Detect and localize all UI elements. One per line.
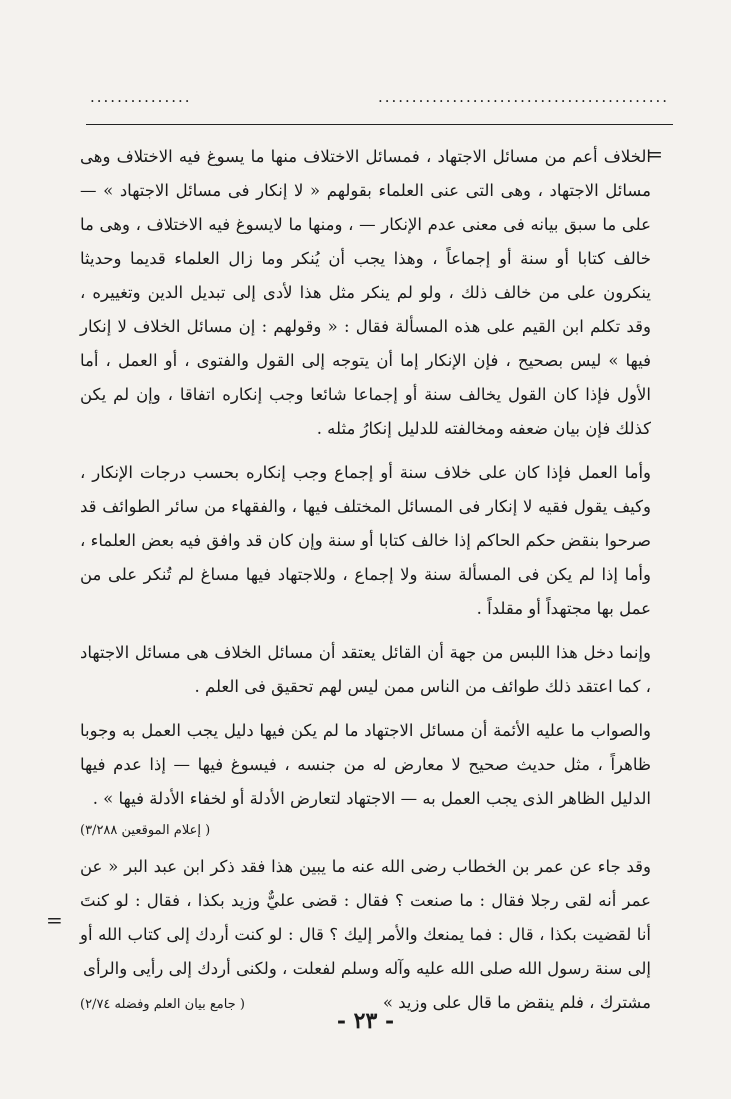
paragraph-4: والصواب ما عليه الأئمة أن مسائل الاجتهاد ما لم يكن فيها دليل يجب العمل به وجوبا ظاهراً ، مثل حديث صحيح لا معارض له من جنسه ، فيسوغ فيها — إذا عدم فيها الدليل الظاهر الذى يجب العمل به — الاجتهاد لتعارض الأدلة أو لخفاء الأدلة فيها » .: [80, 721, 651, 808]
paragraph-3: وإنما دخل هذا اللبس من جهة أن القائل يعتقد أن مسائل الخلاف هى مسائل الاجتهاد ، كما اعتقد ذلك طوائف من الناس ممن ليس لهم تحقيق فى العلم .: [80, 643, 651, 696]
continuation-mark-bottom: =: [46, 908, 63, 932]
body-text: [80, 140, 651, 1022]
paragraph-5-end: مشترك ، فلم ينقض ما قال على وزيد »: [382, 993, 651, 1012]
citation-ilam-al-muwaqqiin: ( إعلام الموقعين ٣/٢٨٨): [80, 823, 211, 838]
paragraph-1: الخلاف أعم من مسائل الاجتهاد ، فمسائل الاختلاف منها ما يسوغ فيه الاختلاف وهى مسائل الاجتهاد ، وهى التى عنى العلماء بقولهم « لا إنكار فى مسائل الاجتهاد » — على ما سبق بيانه فى معنى عدم الإنكار — ، ومنها ما لايسوغ فيه الاختلاف ، وهى ما خالف كتابا أو سنة أو إجماعاً ، وهذا يجب أن يُنكر وما زال العلماء قديما وحديثا ينكرون على من خالف ذلك ، ولو لم ينكر مثل هذا لأدى إلى تبديل الدين وتغييره ، وقد تكلم ابن القيم على هذه المسألة فقال : « وقولهم : إن مسائل الخلاف لا إنكار فيها » ليس بصحيح ، فإن الإنكار إما أن يتوجه إلى القول والفتوى ، أو العمل ، أما الأول فإذا كان القول يخالف سنة أو إجماعا شائعا وجب إنكاره اتفاقا ، وإن لم يكن كذلك فإن بيان ضعفه ومخالفته للدليل إنكارُ مثله .: [80, 147, 651, 438]
citation-jami-bayan-al-ilm: ( جامع بيان العلم وفضله ٢/٧٤): [80, 997, 245, 1012]
paragraph-5: وقد جاء عن عمر بن الخطاب رضى الله عنه ما يبين هذا فقد ذكر ابن عبد البر « عن عمر أنه لقى رجلا فقال : ما صنعت ؟ فقال : قضى عليٌّ وزيد بكذا ، فقال : لو كنتَ أنا لقضيت بكذا ، قال : فما يمنعك والأمر إليك ؟ قال : لو كنت أردك إلى كتاب الله أو إلى سنة رسول الله صلى الله عليه وآله وسلم لفعلت ، ولكنى أردك إلى رأيى والرأى: [80, 857, 651, 978]
header-rule: [86, 124, 673, 125]
page-number: - ٢٣ -: [336, 1008, 395, 1034]
header-dotted-line-left: ...............: [90, 88, 192, 106]
header-dotted-line-right: ...........................................: [377, 88, 669, 106]
paragraph-2: وأما العمل فإذا كان على خلاف سنة أو إجماع وجب إنكاره بحسب درجات الإنكار ، وكيف يقول فقيه لا إنكار فى المسائل المختلف فيها ، والفقهاء من سائر الطوائف قد صرحوا بنقض حكم الحاكم إذا خالف كتابا أو سنة وإن كان قد وافق فيه بعض العلماء ، وأما إذا لم يكن فى المسألة سنة ولا إجماع ، وللاجتهاد فيها مساغ لم تُنكر على من عمل بها مجتهداً أو مقلداً .: [80, 463, 651, 618]
continuation-mark-top: =: [646, 142, 663, 166]
